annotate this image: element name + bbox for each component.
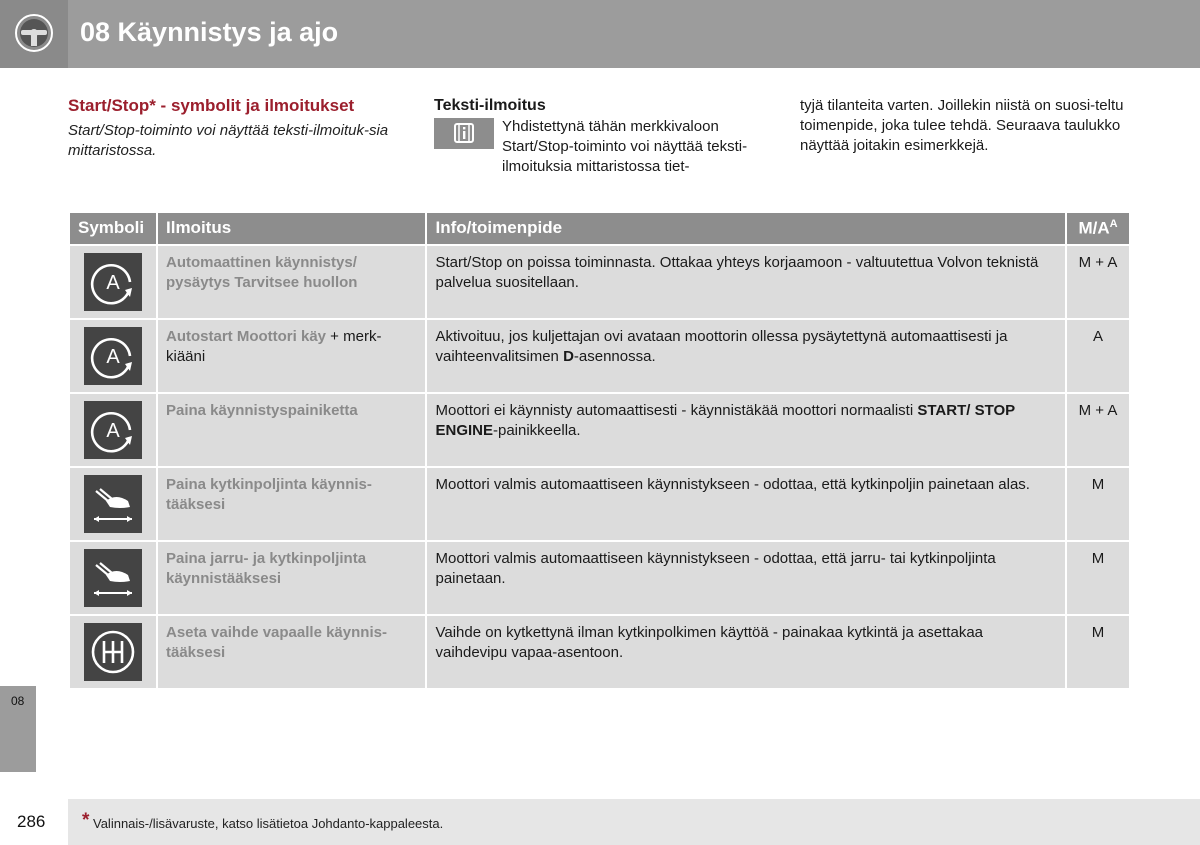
message-text: Paina käynnistyspainiketta (166, 402, 358, 419)
ma-cell: M (1067, 468, 1129, 540)
message-cell (158, 320, 425, 392)
neutral-gear-icon (84, 623, 142, 681)
message-text: Paina jarru- ja kytkinpoljinta käynnistääksesi (166, 550, 367, 587)
info-cell (427, 468, 1065, 540)
table-row (70, 468, 1129, 540)
symbol-cell (70, 542, 156, 614)
info-text-post: -painikkeella. (493, 422, 581, 439)
symbol-cell (70, 394, 156, 466)
table-header-row (70, 213, 1129, 244)
auto-start-stop-icon (84, 327, 142, 385)
message-text: Aseta vaihde vapaalle käynnis-tääksesi (166, 624, 387, 661)
text-notice-title: Teksti-ilmoitus (434, 97, 546, 114)
symbols-table (68, 211, 1131, 690)
table-row (70, 320, 1129, 392)
table-row (70, 394, 1129, 466)
chapter-tab-label: 08 (11, 694, 25, 708)
svg-text:A: A (106, 272, 120, 294)
info-text: Vaihde on kytkettynä ilman kytkinpolkimen käyttöä - painakaa kytkintä ja asettakaa vaihdevipu vapaa-asentoon. (435, 624, 983, 661)
footnote-text: Valinnais-/lisävaruste, katso lisätietoa Johdanto-kappaleesta. (93, 816, 444, 831)
message-cell (158, 246, 425, 318)
ma-label: M/A (1078, 218, 1110, 238)
column-header-info: Info/toimenpide (427, 213, 1065, 244)
column-header-symbol: Symboli (70, 213, 156, 244)
svg-text:A: A (106, 346, 120, 368)
info-cell (427, 542, 1065, 614)
info-text: Moottori valmis automaattiseen käynnistykseen - odottaa, että kytkinpoljin painetaan alas. (435, 476, 1030, 493)
steering-wheel-icon (14, 13, 54, 53)
auto-start-stop-icon (84, 401, 142, 459)
symbol-cell (70, 320, 156, 392)
symbol-cell (70, 246, 156, 318)
column-header-message: Ilmoitus (158, 213, 425, 244)
info-cell (427, 320, 1065, 392)
column-header-ma (1067, 213, 1129, 244)
message-cell (158, 468, 425, 540)
intro-continuation: tyjä tilanteita varten. Joillekin niistä on suosi-teltu toimenpide, joka tulee tehdä. Seuraava taulukko näyttää joitakin esimerkkejä. (800, 97, 1124, 154)
info-text: Moottori valmis automaattiseen käynnistykseen - odottaa, että jarru- tai kytkinpoljinta painetaan. (435, 550, 996, 587)
info-cell (427, 246, 1065, 318)
chapter-side-tab (0, 686, 36, 772)
ma-cell: M (1067, 542, 1129, 614)
auto-start-stop-icon (84, 253, 142, 311)
message-text: Autostart Moottori käy (166, 328, 327, 345)
info-text-post: -asennossa. (573, 348, 656, 365)
info-cell (427, 394, 1065, 466)
brake-clutch-pedal-icon (84, 549, 142, 607)
section-intro: Start/Stop-toiminto voi näyttää teksti-ilmoituk-sia mittaristossa. (68, 122, 389, 159)
symbol-cell (70, 616, 156, 688)
section-title: Start/Stop* - symbolit ja ilmoitukset (68, 96, 355, 115)
ma-cell: M (1067, 616, 1129, 688)
footnote-bar (68, 799, 1200, 845)
message-text: Automaattinen käynnistys/ pysäytys Tarvitsee huollon (166, 254, 358, 291)
message-tail: + merk-kiääni (166, 328, 382, 365)
ma-superscript: A (1109, 218, 1118, 230)
svg-text:A: A (106, 420, 120, 442)
page-number: 286 (17, 812, 46, 831)
clutch-pedal-icon (84, 475, 142, 533)
table-row (70, 542, 1129, 614)
table-row (70, 616, 1129, 688)
page-header (0, 0, 1200, 68)
info-text: Start/Stop on poissa toiminnasta. Ottakaa yhteys korjaamoon - valtuutettua Volvon teknistä palvelua suositellaan. (435, 254, 1039, 291)
header-icon-box (0, 0, 68, 68)
info-icon (434, 118, 494, 149)
info-bold: D (563, 348, 574, 365)
info-text: Moottori ei käynnisty automaattisesti - käynnistäkää moottori normaalisti (435, 402, 918, 419)
ma-cell: A (1067, 320, 1129, 392)
message-cell (158, 394, 425, 466)
text-notice-body: Yhdistettynä tähän merkkivaloon Start/Stop-toiminto voi näyttää teksti-ilmoituksia mittaristossa tiet- (502, 118, 748, 175)
message-cell (158, 542, 425, 614)
info-bold: START/ STOP ENGINE (435, 402, 1015, 439)
chapter-title: 08 Käynnistys ja ajo (80, 17, 339, 47)
info-text: Aktivoituu, jos kuljettajan ovi avataan moottorin ollessa pysäytettynä automaattisesti ja vaihteenvalitsimen (435, 328, 1008, 365)
info-cell (427, 616, 1065, 688)
message-cell (158, 616, 425, 688)
ma-cell: M + A (1067, 246, 1129, 318)
message-text: Paina kytkinpoljinta käynnis-tääksesi (166, 476, 372, 513)
symbol-cell (70, 468, 156, 540)
footnote-star: * (82, 810, 90, 831)
ma-cell: M + A (1067, 394, 1129, 466)
table-row (70, 246, 1129, 318)
